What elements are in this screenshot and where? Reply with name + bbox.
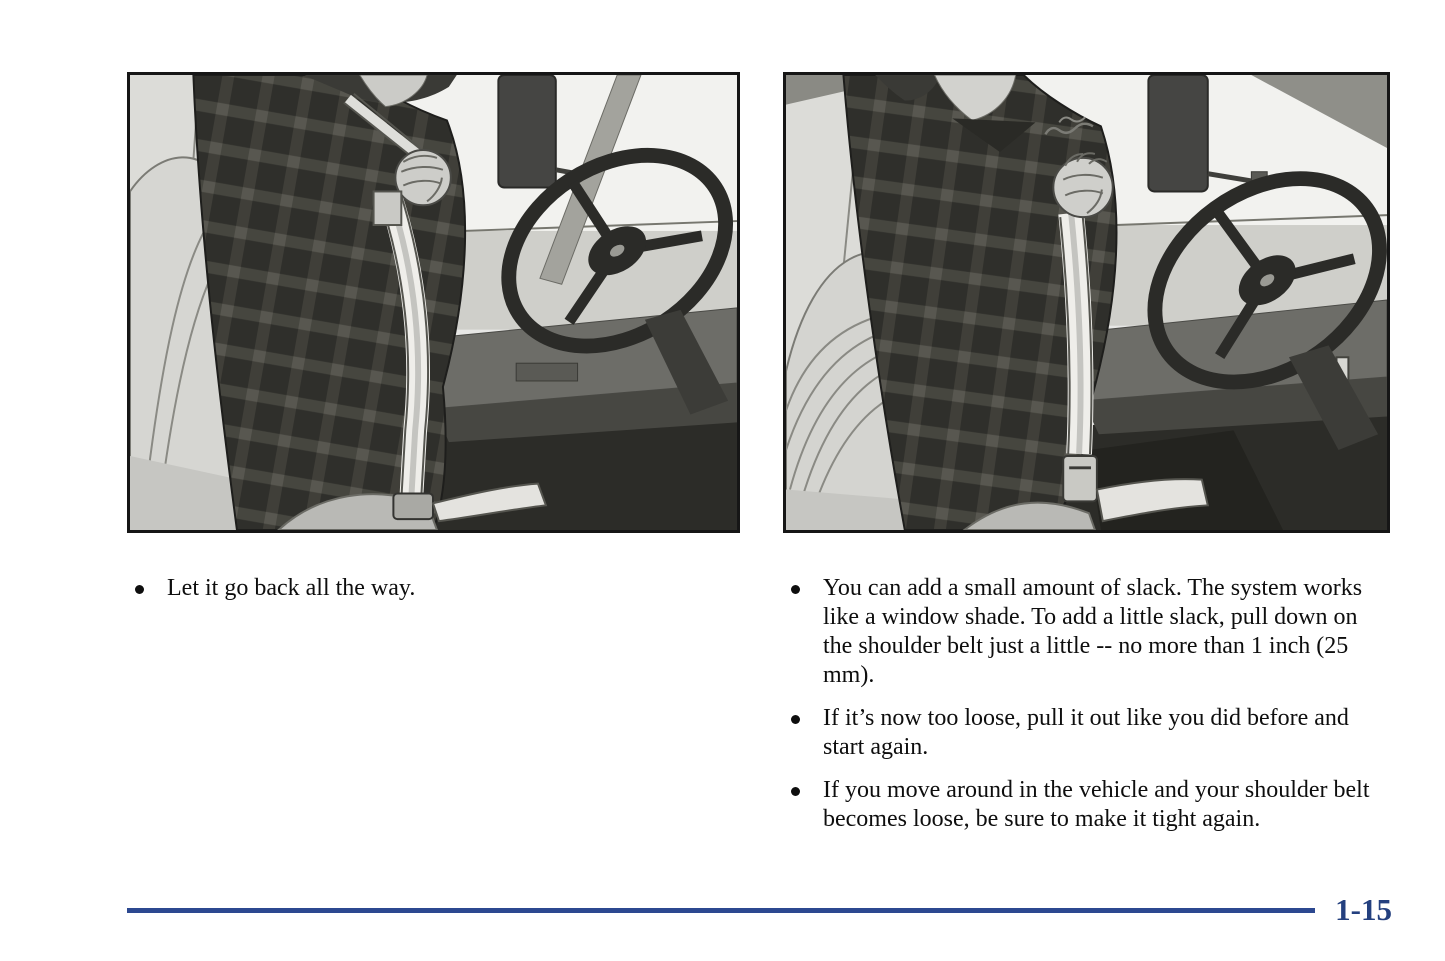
bullet-marker xyxy=(791,585,800,594)
belt-retract-illustration xyxy=(130,75,737,530)
bullet-text: If you move around in the vehicle and your shoulder belt becomes loose, be sure to make it tight again. xyxy=(823,777,1370,832)
bullet-marker xyxy=(791,787,800,796)
figure-belt-retract xyxy=(127,72,740,533)
list-item xyxy=(135,574,755,603)
bullet-text: Let it go back all the way. xyxy=(167,575,416,601)
belt-slack-illustration xyxy=(786,75,1387,530)
bullet-marker xyxy=(135,585,144,594)
list-item xyxy=(791,704,1391,762)
list-item xyxy=(791,776,1391,834)
bullet-text: If it’s now too loose, pull it out like you did before and start again. xyxy=(823,705,1349,760)
left-bullet-list xyxy=(135,574,755,617)
bullet-text: You can add a small amount of slack. The system works like a window shade. To add a little slack, pull down on the shoulder belt just a little -- no more than 1 inch (25 mm). xyxy=(823,575,1363,688)
list-item xyxy=(791,574,1391,690)
figure-belt-slack xyxy=(783,72,1390,533)
right-bullet-list xyxy=(791,574,1391,848)
footer-rule xyxy=(127,908,1315,913)
bullet-marker xyxy=(791,715,800,724)
page-number: 1-15 xyxy=(1335,892,1392,927)
